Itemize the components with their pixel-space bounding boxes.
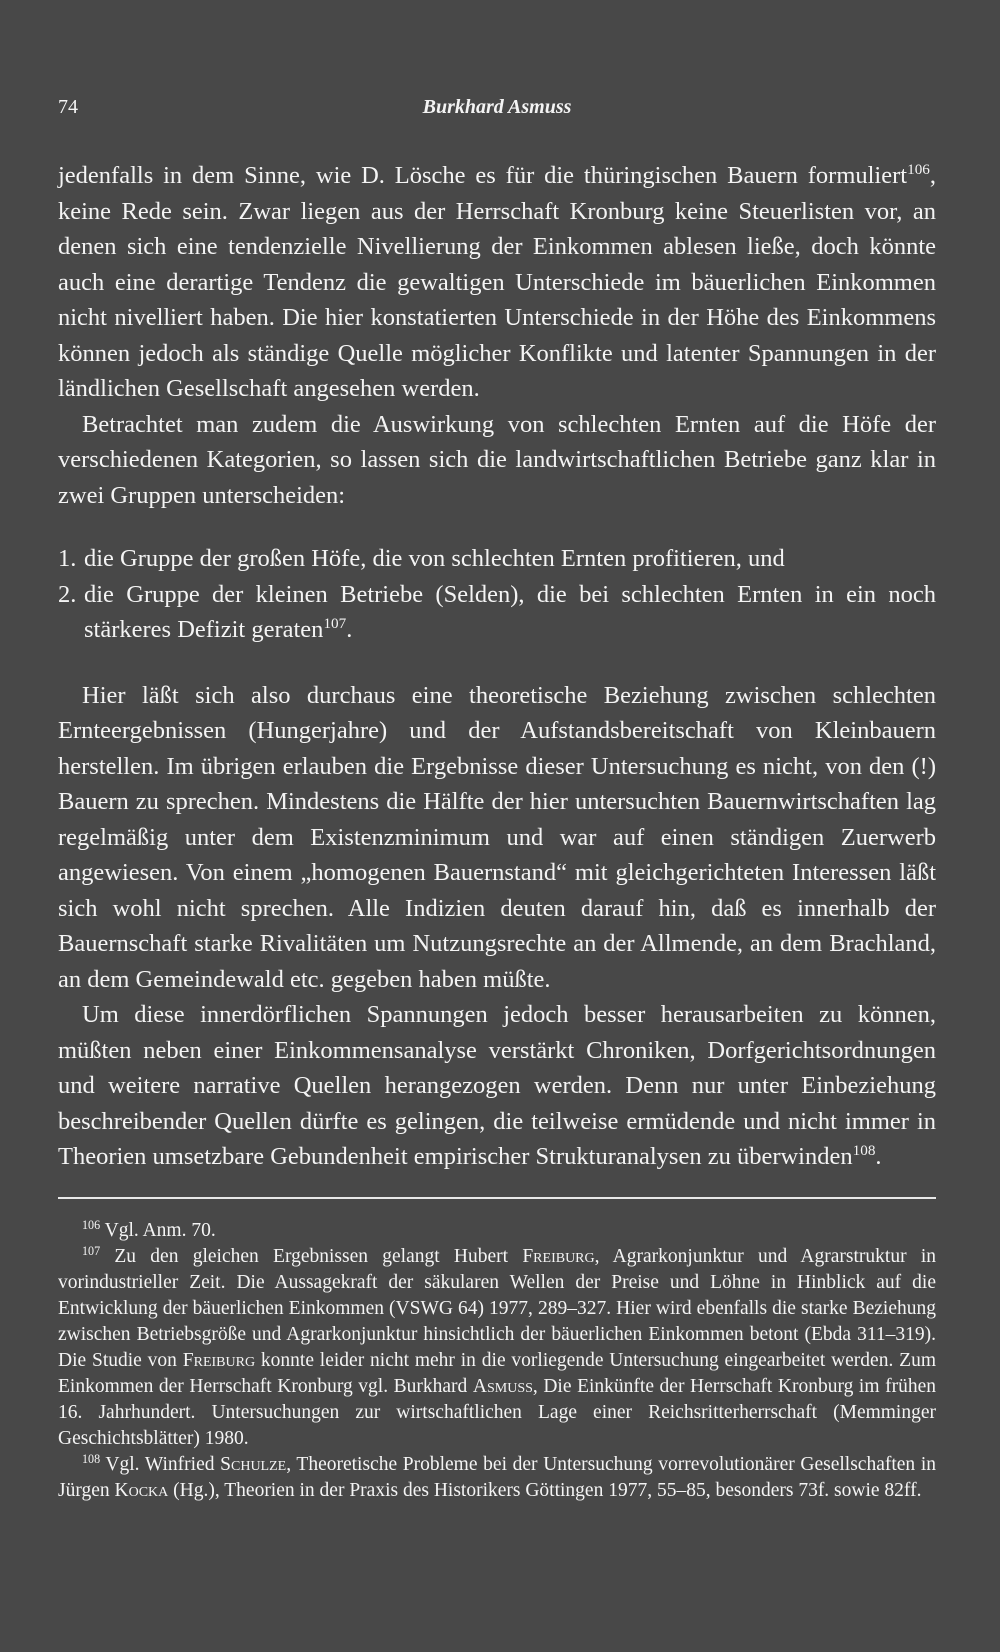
footnotes [58,1218,936,1504]
footnote-ref-107[interactable]: 107 [323,614,347,632]
body-text [58,158,936,1175]
footnote-ref-106[interactable]: 106 [907,160,930,178]
footnote-106: $^{106}$ Vgl. Anm. 70. [82,1217,216,1241]
page-header [58,96,936,126]
page-number: 74 [58,96,78,118]
paragraph-4: Um diese innerdörflichen Spannungen jedoch besser herausarbeiten zu können, müßten neben einer Einkommensanalyse verstärkt Chroniken, Dorfgerichtsordnungen und weitere narrative Quellen herangezogen werden. Denn nur unter Einbeziehung beschreibender Quellen dürfte es gelingen, die teilweise ermüdende und nicht immer in Theorien umsetzbare Gebundenheit empirischer Strukturanalysen zu überwinden$^{108}$. [58,1001,936,1170]
footnote-ref-108[interactable]: 108 [852,1141,876,1159]
list-item: 2. die Gruppe der kleinen Betriebe (Selden), die bei schlechten Ernten in ein noch stärkeres Defizit geraten$^{107}$. [58,580,936,643]
paragraph-1: jedenfalls in dem Sinne, wie D. Lösche es für die thüringischen Bauern formuliert$^{106}$, keine Rede sein. Zwar liegen aus der Herrschaft Kronburg keine Steuerlisten vor, an denen sich eine tendenzielle Nivellierung der Einkommen ablesen ließe, doch könnte auch eine derartige Tendenz die gewaltigen Unterschiede im bäuerlichen Einkommen nicht nivelliert haben. Die hier konstatierten Unterschiede in der Höhe des Einkommens können jedoch als ständige Quelle möglicher Konflikte und latenter Spannungen in der ländlichen Gesellschaft angesehen werden. [58,160,936,402]
paragraph-2: Betrachtet man zudem die Auswirkung von schlechten Ernten auf die Höfe der verschiedenen Kategorien, so lassen sich die landwirtschaftlichen Betriebe ganz klar in zwei Gruppen unterscheiden: [58,410,936,509]
list-item: 1. die Gruppe der großen Höfe, die von schlechten Ernten profitieren, und [58,545,785,572]
footnote-108: $^{108}$ Vgl. Winfried Schulze, Theoretische Probleme bei der Untersuchung vorrevolutionärer Gesellschaften in Jürgen Kocka (Hg.), Theorien in der Praxis des Historikers Göttingen 1977, 55–85, besonders 73f. sowie 82ff. [58,1451,936,1501]
footnote-divider [58,1197,936,1199]
enumerated-list [58,541,936,648]
footnote-107: $^{107}$ Zu den gleichen Ergebnissen gelangt Hubert Freiburg, Agrarkonjunktur und Agrarstruktur in vorindustrieller Zeit. Die Aussagekraft der säkularen Wellen der Preise und Löhne in Hinblick auf die Entwicklung der bäuerlichen Einkommen (VSWG 64) 1977, 289–327. Hier wird ebenfalls die starke Beziehung zwischen Betriebsgröße und Agrarkonjunktur hinsichtlich der bäuerlichen Einkommen betont (Ebda 311–319). Die Studie von Freiburg konnte leider nicht mehr in die vorliegende Untersuchung eingearbeitet werden. Zum Einkommen der Herrschaft Kronburg vgl. Burkhard Asmuss, Die Einkünfte der Herrschaft Kronburg im frühen 16. Jahrhundert. Untersuchungen zur wirtschaftlichen Lage einer Reichsritterherrschaft (Memminger Geschichtsblätter) 1980. [58,1243,936,1449]
running-head: Burkhard Asmuss [422,96,572,118]
paragraph-3: Hier läßt sich also durchaus eine theoretische Beziehung zwischen schlechten Ernteergebnissen (Hungerjahre) und der Aufstandsbereitschaft von Kleinbauern herstellen. Im übrigen erlauben die Ergebnisse dieser Untersuchung es nicht, von den (!) Bauern zu sprechen. Mindestens die Hälfte der hier untersuchten Bauernwirtschaften lag regelmäßig unter dem Existenzminimum und war auf einen ständigen Zuerwerb angewiesen. Von einem „homogenen Bauernstand“ mit gleichgerichteten Interessen läßt sich wohl nicht sprechen. Alle Indizien deuten darauf hin, daß es innerhalb der Bauernschaft starke Rivalitäten um Nutzungsrechte an der Allmende, an dem Brachland, an dem Gemeindewald etc. gegeben haben müßte. [58,681,936,993]
